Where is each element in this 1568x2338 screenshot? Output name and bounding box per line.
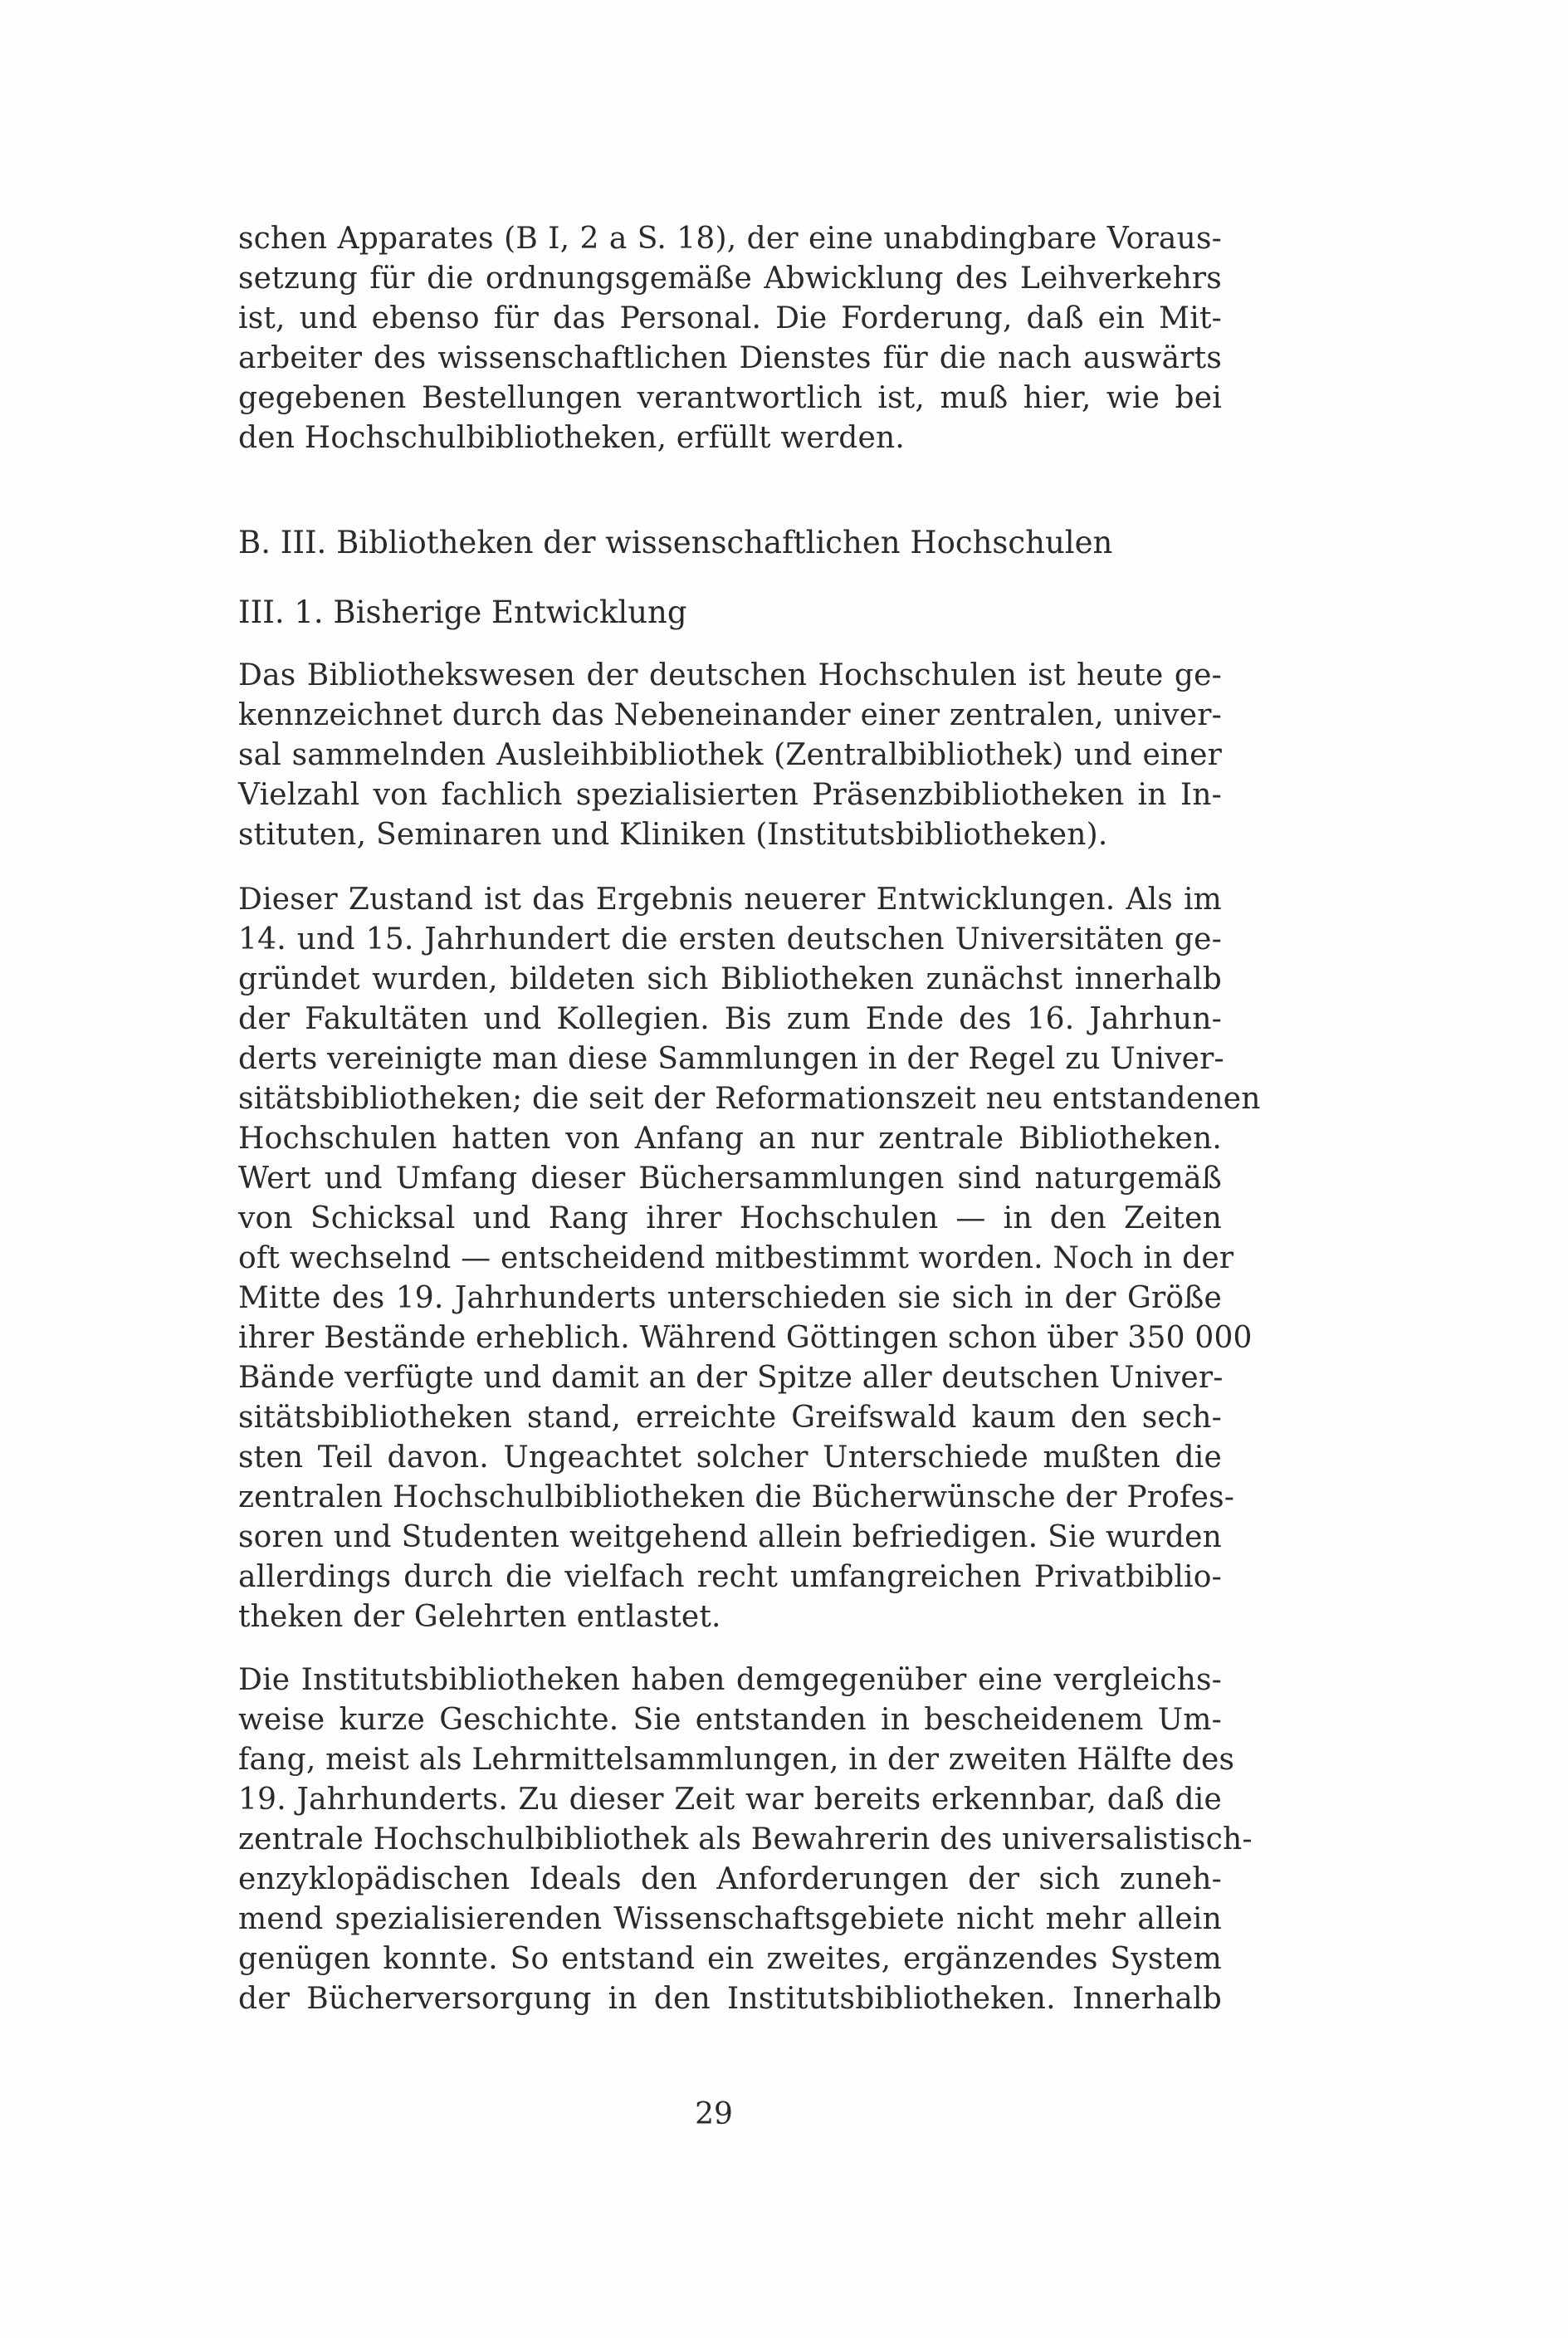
text-line: fang, meist als Lehrmittelsammlungen, in der zweiten Hälfte des <box>238 1743 1235 1777</box>
text-line: Wert und Umfang dieser Büchersammlungen sind naturgemäß <box>238 1162 1222 1196</box>
text-line: setzung für die ordnungsgemäße Abwicklung des Leihverkehrs <box>238 262 1222 296</box>
text-line: gründet wurden, bildeten sich Bibliotheken zunächst innerhalb <box>238 962 1222 996</box>
text-line: den Hochschulbibliotheken, erfüllt werden. <box>238 421 906 455</box>
text-line: schen Apparates (B I, 2 a S. 18), der eine unabdingbare Voraus- <box>238 222 1222 256</box>
text-line: Vielzahl von fachlich spezialisierten Präsenzbibliotheken in In- <box>238 778 1222 812</box>
text-line: Hochschulen hatten von Anfang an nur zentrale Bibliotheken. <box>238 1122 1222 1156</box>
continuation-paragraph <box>238 219 1222 458</box>
text-line: ist, und ebenso für das Personal. Die Forderung, daß ein Mit- <box>238 301 1222 335</box>
text-line: mend spezialisierenden Wissenschaftsgebiete nicht mehr allein <box>238 1902 1222 1936</box>
paragraph-2 <box>238 880 1261 1637</box>
text-line: sal sammelnden Ausleihbibliothek (Zentralbibliothek) und einer <box>238 738 1222 772</box>
text-line: der Fakultäten und Kollegien. Bis zum Ende des 16. Jahrhun- <box>238 1002 1222 1036</box>
subsection-heading: III. 1. Bisherige Entwicklung <box>238 594 687 630</box>
text-line: gegebenen Bestellungen verantwortlich ist, muß hier, wie bei <box>238 381 1222 415</box>
text-line: zentralen Hochschulbibliotheken die Bücherwünsche der Profes- <box>238 1480 1235 1514</box>
paragraph-1 <box>238 656 1222 855</box>
text-line: sitätsbibliotheken; die seit der Reformationszeit neu entstandenen <box>238 1082 1261 1116</box>
section-heading: B. III. Bibliotheken der wissenschaftlichen Hochschulen <box>238 525 1113 560</box>
text-line: Dieser Zustand ist das Ergebnis neuerer Entwicklungen. Als im <box>238 883 1222 917</box>
text-line: Die Institutsbibliotheken haben demgegenüber eine vergleichs- <box>238 1663 1222 1697</box>
text-line: ihrer Bestände erheblich. Während Göttingen schon über 350 000 <box>238 1321 1253 1355</box>
text-line: genügen konnte. So entstand ein zweites, ergänzendes System <box>238 1942 1222 1976</box>
text-line: derts vereinigte man diese Sammlungen in der Regel zu Univer- <box>238 1042 1224 1076</box>
text-line: Das Bibliothekswesen der deutschen Hochschulen ist heute ge- <box>238 658 1222 692</box>
text-line: Mitte des 19. Jahrhunderts unterschieden sie sich in der Größe <box>238 1281 1222 1315</box>
text-line: weise kurze Geschichte. Sie entstanden in bescheidenem Um- <box>238 1703 1222 1737</box>
text-line: von Schicksal und Rang ihrer Hochschulen — in den Zeiten <box>238 1201 1222 1235</box>
text-line: zentrale Hochschulbibliothek als Bewahrerin des universalistisch- <box>238 1822 1253 1856</box>
text-line: soren und Studenten weitgehend allein befriedigen. Sie wurden <box>238 1520 1222 1554</box>
text-line: arbeiter des wissenschaftlichen Dienstes für die nach auswärts <box>238 341 1222 375</box>
text-line: stituten, Seminaren und Kliniken (Institutsbibliotheken). <box>238 818 1108 852</box>
text-line: sten Teil davon. Ungeachtet solcher Unterschiede mußten die <box>238 1440 1222 1475</box>
text-line: kennzeichnet durch das Nebeneinander einer zentralen, univer- <box>238 698 1222 732</box>
text-line: allerdings durch die vielfach recht umfangreichen Privatbiblio- <box>238 1560 1222 1594</box>
text-line: Bände verfügte und damit an der Spitze aller deutschen Univer- <box>238 1361 1224 1395</box>
text-line: oft wechselnd — entscheidend mitbestimmt worden. Noch in der <box>238 1241 1234 1275</box>
text-line: enzyklopädischen Ideals den Anforderungen der sich zuneh- <box>238 1862 1222 1896</box>
text-line: 19. Jahrhunderts. Zu dieser Zeit war bereits erkennbar, daß die <box>238 1783 1222 1817</box>
page-number: 29 <box>695 2097 733 2131</box>
text-line: 14. und 15. Jahrhundert die ersten deutschen Universitäten ge- <box>238 922 1222 956</box>
paragraph-3 <box>238 1661 1253 2019</box>
text-line: theken der Gelehrten entlastet. <box>238 1600 721 1634</box>
text-line: der Bücherversorgung in den Institutsbibliotheken. Innerhalb <box>238 1982 1222 2016</box>
text-line: sitätsbibliotheken stand, erreichte Greifswald kaum den sech- <box>238 1401 1222 1435</box>
